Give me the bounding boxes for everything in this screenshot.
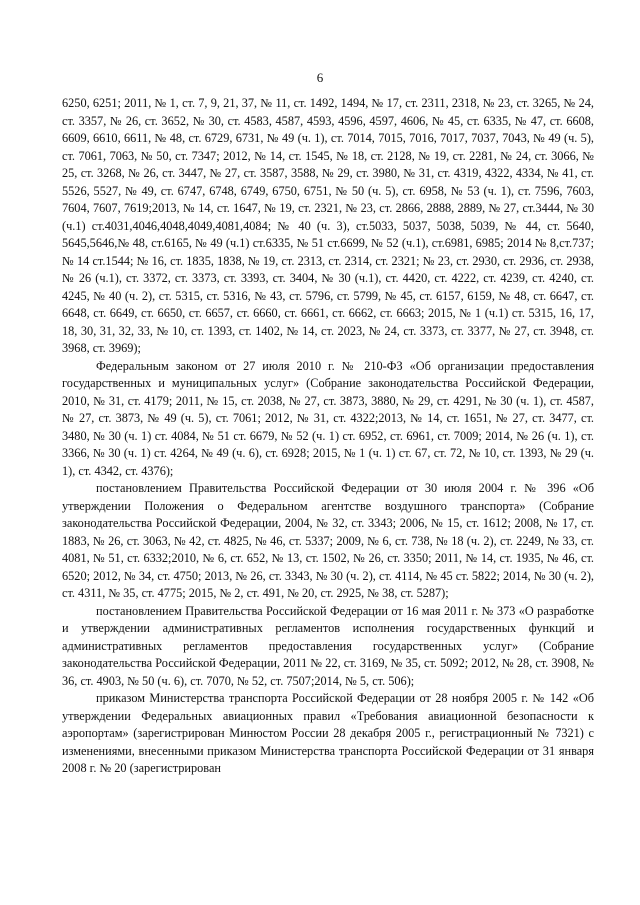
paragraph-legislation-list-continuation: 6250, 6251; 2011, № 1, ст. 7, 9, 21, 37, № 11, ст. 1492, 1494, № 17, ст. 2311, 2318, № 23, ст. 3265, № 24, ст. 3357, № 26, ст. 3652, № 30, ст. 4583, 4587, 4593, 4596, 4597, 4606, № 45, ст. 6335, № 47, ст. 6608, 6609, 6610, 6611, № 48, ст. 6729, 6731, № 49 (ч. 1), ст. 7014, 7015, 7016, 7017, 7037, 7043, № 49 (ч. 5), ст. 7061, 7063, № 50, ст. 7347; 2012, № 14, ст. 1545, № 18, ст. 2128, № 19, ст. 2281, № 24, ст. 3066, № 25, ст. 3268, № 26, ст. 3447, № 27, ст. 3587, 3588, № 29, ст. 3980, № 31, ст. 4319, 4322, 4334, № 41, ст. 5526, 5527, № 49, ст. 6747, 6748, 6749, 6750, 6751, № 50 (ч. 5), ст. 6958, № 53 (ч. 1), ст. 7596, 7603, 7604, 7607, 7619;2013, № 14, ст. 1647, № 19, ст. 2321, № 23, ст. 2866, 2888, 2889, № 27, ст.3444, № 30 (ч.1) ст.4031,4046,4048,4049,4081,4084; № 40 (ч. 3), ст.5033, 5037, 5038, 5039, № 44, ст. 5640, 5645,5646,№ 48, ст.6165, № 49 (ч.1) ст.6335, № 51 ст.6699, № 52 (ч.1), ст.6981, 6985; 2014 № 8,ст.737; № 14 ст.1544; № 16, ст. 1835, 1838, № 19, ст. 2313, ст. 2314, ст. 2321; № 23, ст. 2930, ст. 2936, ст. 2938, № 26 (ч.1), ст. 3372, ст. 3373, ст. 3393, ст. 3404, № 30 (ч.1), ст. 4420, ст. 4222, ст. 4239, ст. 4240, ст. 4245, № 40 (ч. 2), ст. 5315, ст. 5316, № 43, ст. 5796, ст. 5799, № 45, ст. 6157, 6159, № 48, ст. 6647, ст. 6648, ст. 6649, ст. 6650, ст. 6657, ст. 6660, ст. 6661, ст. 6662, ст. 6663; 2015, № 1 (ч.1) ст. 5315, 16, 17, 18, 30, 31, 32, 33, № 10, ст. 1393, ст. 1402, № 14, ст. 2023, № 24, ст. 3373, ст. 3377, № 27, ст. 3948, ст. 3968, ст. 3969);	[62, 96, 594, 355]
paragraph-government-decree-373: постановлением Правительства Российской Федерации от 16 мая 2011 г. № 373 «О разработке и утверждении административных регламентов исполнения государственных функций и административных регламентов предоставления государственных услуг» (Собрание законодательства Российской Федерации, 2011 № 22, ст. 3169, № 35, ст. 5092; 2012, № 28, ст. 3908, № 36, ст. 4903, № 50 (ч. 6), ст. 7070, № 52, ст. 7507;2014, № 5, ст. 506);	[62, 603, 594, 688]
paragraph-ministry-order-142: приказом Министерства транспорта Российской Федерации от 28 ноября 2005 г. № 142 «Об утверждении Федеральных авиационных правил «Требования авиационной безопасности к аэропортам» (зарегистрирован Минюстом России 28 декабря 2005 г., регистрационный № 7321) с изменениями, внесенными приказом Министерства транспорта Российской Федерации от 31 января 2008 г. № 20 (зарегистрирован	[62, 691, 594, 775]
paragraph-government-decree-396: постановлением Правительства Российской Федерации от 30 июля 2004 г. № 396 «Об утверждении Положения о Федеральном агентстве воздушного транспорта» (Собрание законодательства Российской Федерации, 2004, № 32, ст. 3343; 2006, № 15, ст. 1612; 2008, № 17, ст. 1883, № 26, ст. 3063, № 42, ст. 4825, № 46, ст. 5337; 2009, № 6, ст. 738, № 18 (ч. 2), ст. 2249, № 33, ст. 4081, № 51, ст. 6332;2010, № 6, ст. 652, № 13, ст. 1502, № 26, ст. 3350; 2011, № 14, ст. 1935, № 46, ст. 6520; 2012, № 34, ст. 4750; 2013, № 26, ст. 3343, № 30 (ч. 2), ст. 4114, № 45 ст. 5822; 2014, № 30 (ч. 2), ст. 4311, № 35, ст. 4775; 2015, № 2, ст. 491, № 20, ст. 2925, № 38, ст. 5287);	[62, 481, 594, 600]
document-body	[62, 95, 594, 778]
paragraph-federal-law-210: Федеральным законом от 27 июля 2010 г. № 210-ФЗ «Об организации предоставления государственных и муниципальных услуг» (Собрание законодательства Российской Федерации, 2010, № 31, ст. 4179; 2011, № 15, ст. 2038, № 27, ст. 3873, 3880, № 29, ст. 4291, № 30 (ч. 1), ст. 4587, № 27, ст. 3873, № 49 (ч. 5), ст. 7061; 2012, № 31, ст. 4322;2013, № 14, ст. 1651, № 27, ст. 3477, ст. 3480, № 30 (ч. 1) ст. 4084, № 51 ст. 6679, № 52 (ч. 1) ст. 6952, ст. 6961, ст. 7009; 2014, № 26 (ч. 1), ст. 3366, № 30 (ч. 1) ст. 4264, № 49 (ч. 6), ст. 6928; 2015, № 1 (ч. 1) ст. 67, ст. 72, № 10, ст. 1393, № 29 (ч. 1), ст. 4342, ст. 4376);	[62, 358, 594, 478]
page-number: 6	[316, 70, 324, 85]
